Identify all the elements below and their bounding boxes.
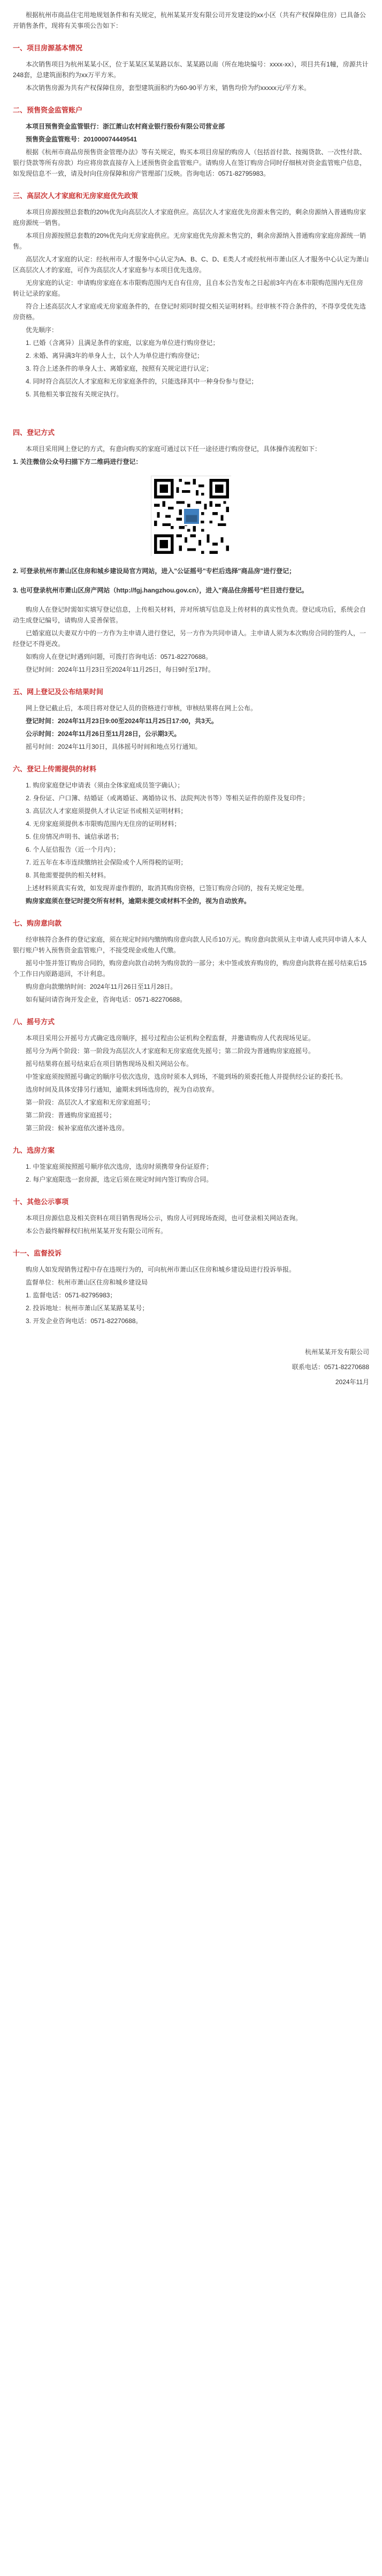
section-9-title: 九、选房方案 <box>13 1146 55 1154</box>
registration-way-3[interactable]: 3. 也可登录杭州市萧山区房产网站（http://fgj.hangzhou.gov.cn），进入"商品住房摇号"栏目进行登记。 <box>13 587 308 594</box>
s3-list-item: 5. 其他相关事宜按有关规定执行。 <box>26 390 123 398</box>
s3-list-item: 4. 同时符合高层次人才家庭和无房家庭条件的，只能选择其中一种身份参与登记； <box>26 378 258 385</box>
registration-time: 登记时间：2024年11月23日9:00至2024年11月25日17:00，共3天。 <box>26 717 218 725</box>
s4-paragraph: 已婚家庭以夫妻双方中的一方作为主申请人进行登记，另一方作为共同申请人。主申请人须为本次购房合同的签约人，一经登记不得更改。 <box>13 629 366 648</box>
material-item: 5. 住房情况声明书、诚信承诺书； <box>26 833 123 840</box>
s8-stage: 第三阶段：候补家庭依次递补选房。 <box>26 1124 129 1132</box>
s11-paragraph: 监督单位：杭州市萧山区住房和城乡建设局 <box>26 1279 148 1286</box>
s3-paragraph: 高层次人才家庭的认定：经杭州市人才服务中心认定为A、B、C、D、E类人才或经杭州市萧山区人才服务中心认定为萧山区高层次人才的家庭，可作为高层次人才家庭参与本项目优先选房。 <box>13 256 369 274</box>
s6-paragraph: 购房家庭须在登记时提交所有材料，逾期未提交或材料不全的，视为自动放弃。 <box>26 897 251 905</box>
s3-list-item: 3. 符合上述条件的单身人士、离婚家庭，按照有关规定进行认定； <box>26 365 213 372</box>
s1-paragraph: 本次销售房源为共有产权保障住房，套型建筑面积约为60-90平方米，销售均价为约xxxxx元/平方米。 <box>26 84 311 92</box>
section-1-title: 一、项目房源基本情况 <box>13 44 83 52</box>
s8-stage: 第一阶段：高层次人才家庭和无房家庭摇号； <box>26 1099 155 1106</box>
section-6-title: 六、登记上传需提供的材料 <box>13 765 97 773</box>
s7-paragraph: 经审核符合条件的登记家庭，须在规定时间内缴纳购房意向款人民币10万元。购房意向款须从主申请人或共同申请人本人银行账户转入预售资金监管账户，不接受现金或他人代缴。 <box>13 936 367 954</box>
s8-paragraph: 中签家庭须按照摇号确定的顺序号依次选房，选房时须本人到场，不能到场的须委托他人并提供经公证的委托书。 <box>26 1073 347 1080</box>
s11-list-item: 3. 开发企业咨询电话：0571-82270688。 <box>26 1317 142 1325</box>
qr-code[interactable] <box>151 476 231 556</box>
s4-paragraph: 本项目采用网上登记的方式，有意向购买的家庭可通过以下任一途径进行购房登记，具体操作流程如下： <box>26 445 322 453</box>
material-item: 8. 其他需要提供的相关材料。 <box>26 872 110 879</box>
s11-list-item: 2. 投诉地址：杭州市萧山区某某路某某号； <box>26 1304 149 1312</box>
section-8-title: 八、摇号方式 <box>13 1018 55 1026</box>
s3-paragraph: 本项目房源按照总套数的20%优先向高层次人才家庭供应。高层次人才家庭优先房源未售完的，剩余房源纳入普通购房家庭房源统一销售。 <box>13 208 366 227</box>
s9-paragraph: 2. 每户家庭限选一套房源，选定后须在规定时间内签订购房合同。 <box>26 1176 213 1183</box>
section-4-title: 四、登记方式 <box>13 429 55 437</box>
s4-paragraph: 如购房人在登记时遇到问题，可拨打咨询电话：0571-82270688。 <box>26 653 212 660</box>
section-10-title: 十、其他公示事项 <box>13 1198 69 1206</box>
s10-paragraph: 本项目房源信息及相关资料在项目销售现场公示，购房人可到现场查阅，也可登录相关网站查询。 <box>26 1214 302 1222</box>
s2-paragraph: 根据《杭州市商品房预售资金管理办法》等有关规定，购买本项目房屋的购房人（包括首付款、按揭贷款、一次性付款、银行贷款等所有房款）均应将房款直接存入上述预售资金监管账户。请购房人在签订购房合同时仔细核对资金监管账户信息，如发现信息不一致，请及时向住房保障和房产管理部门反映。咨询电话：0571-82795983。 <box>13 148 366 177</box>
intro-paragraph: 根据杭州市商品住宅用地规划条件和有关规定，杭州某某开发有限公司开发建设的xx小区（共有产权保障住房）已具备公开销售条件，现将有关事项公告如下： <box>13 11 366 29</box>
s8-paragraph: 选房时间及具体安排另行通知，逾期未到场选房的，视为自动放弃。 <box>26 1086 219 1093</box>
s4-paragraph: 登记时间：2024年11月23日至2024年11月25日，每日9时至17时。 <box>26 666 215 673</box>
section-5-title: 五、网上登记及公布结果时间 <box>13 688 104 696</box>
s3-paragraph: 本项目房源按照总套数的20%优先向无房家庭供应。无房家庭优先房源未售完的，剩余房源纳入普通购房家庭房源统一销售。 <box>13 232 366 250</box>
s9-paragraph: 1. 中签家庭须按照摇号顺序依次选房，选房时须携带身份证原件； <box>26 1163 213 1170</box>
signature-date: 2024年11月 <box>335 1378 369 1386</box>
section-7-title: 七、购房意向款 <box>13 919 62 927</box>
s7-paragraph: 如有疑问请咨询开发企业，咨询电话：0571-82270688。 <box>26 996 187 1003</box>
s6-paragraph: 上述材料须真实有效，如发现弄虚作假的，取消其购房资格，已签订购房合同的，按有关规定处理。 <box>26 884 309 892</box>
s8-paragraph: 摇号分为两个阶段：第一阶段为高层次人才家庭和无房家庭优先摇号；第二阶段为普通购房家庭摇号。 <box>26 1047 315 1055</box>
registration-way-1: 1. 关注微信公众号扫描下方二维码进行登记： <box>13 458 142 465</box>
material-item: 4. 无房家庭须提供本市限购范围内无住房的证明材料； <box>26 820 181 828</box>
s8-stage: 第二阶段：普通购房家庭摇号； <box>26 1111 116 1119</box>
s11-list-item: 1. 监督电话：0571-82795983； <box>26 1291 117 1299</box>
s7-paragraph: 摇号中签并签订购房合同的，购房意向款自动转为购房款的一部分；未中签或放弃购房的，购房意向款将在摇号结束后15个工作日内原路退回，不计利息。 <box>13 959 367 978</box>
escrow-account: 预售资金监管账号：201000074449541 <box>26 136 137 143</box>
lottery-time: 摇号时间：2024年11月30日，具体摇号时间和地点另行通知。 <box>26 743 202 750</box>
s1-paragraph: 本次销售项目为杭州某某小区，位于某某区某某路以东、某某路以南（所在地块编号：xxxx-xx），项目共有1幢，房源共计248套，总建筑面积约为xx万平方米。 <box>13 61 369 79</box>
material-item: 3. 高层次人才家庭须提供人才认定证书或相关证明材料； <box>26 807 187 815</box>
signature-company: 杭州某某开发有限公司 <box>304 1348 369 1356</box>
s8-paragraph: 本项目采用公开摇号方式确定选房顺序，摇号过程由公证机构全程监督，并邀请购房人代表现场见证。 <box>26 1034 315 1042</box>
material-item: 2. 身份证、户口簿、结婚证（或离婚证、离婚协议书、法院判决书等）等相关证件的原件及复印件； <box>26 794 309 802</box>
s11-paragraph: 购房人如发现销售过程中存在违规行为的，可向杭州市萧山区住房和城乡建设局进行投诉举报。 <box>26 1266 296 1273</box>
s5-paragraph: 网上登记截止后，本项目将对登记人员的资格进行审核，审核结果将在网上公布。 <box>26 704 257 712</box>
s8-paragraph: 摇号结果将在摇号结束后在项目销售现场及相关网站公布。 <box>26 1060 193 1068</box>
material-item: 6. 个人征信报告（近一个月内）； <box>26 846 120 853</box>
s3-list-item: 2. 未婚、离异满3年的单身人士，以个人为单位进行购房登记； <box>26 352 204 359</box>
s3-paragraph: 无房家庭的认定：申请购房家庭在本市限购范围内无自有住房，且自本公告发布之日起前3年内在本市限购范围内无住房转让记录的家庭。 <box>13 279 363 297</box>
s3-paragraph: 符合上述高层次人才家庭或无房家庭条件的，在登记时须同时提交相关证明材料。经审核不符合条件的，不得享受优先选房资格。 <box>13 303 366 321</box>
section-11-title: 十一、监督投诉 <box>13 1249 62 1257</box>
s7-paragraph: 购房意向款缴纳时间：2024年11月26日至11月28日。 <box>26 983 177 990</box>
material-item: 1. 购房家庭登记申请表（须由全体家庭成员签字确认）； <box>26 782 184 789</box>
section-2-title: 二、预售资金监管账户 <box>13 106 83 114</box>
material-item: 7. 近五年在本市连续缴纳社会保险或个人所得税的证明； <box>26 859 187 866</box>
section-3-title: 三、高层次人才家庭和无房家庭优先政策 <box>13 192 139 200</box>
s3-paragraph: 优先顺序： <box>26 326 58 334</box>
s3-list-item: 1. 已婚（含离异）且满足条件的家庭，以家庭为单位进行购房登记； <box>26 339 219 347</box>
publicity-time: 公示时间：2024年11月26日至11月28日，公示期3天。 <box>26 730 181 738</box>
escrow-bank: 本项目预售资金监管银行：浙江萧山农村商业银行股份有限公司营业部 <box>26 123 225 130</box>
s10-paragraph: 本公告最终解释权归杭州某某开发有限公司所有。 <box>26 1227 167 1235</box>
qr-code-icon <box>151 476 232 557</box>
registration-way-2: 2. 可登录杭州市萧山区住房和城乡建设局官方网站，进入"公证摇号"专栏后选择"商品房"进行登记； <box>13 567 296 575</box>
s4-paragraph: 购房人在登记时需如实填写登记信息，上传相关材料，并对所填写信息及上传材料的真实性负责。登记成功后，系统会自动生成登记编号，请购房人妥善保管。 <box>13 606 366 624</box>
signature-tel: 联系电话：0571-82270688 <box>292 1363 369 1371</box>
